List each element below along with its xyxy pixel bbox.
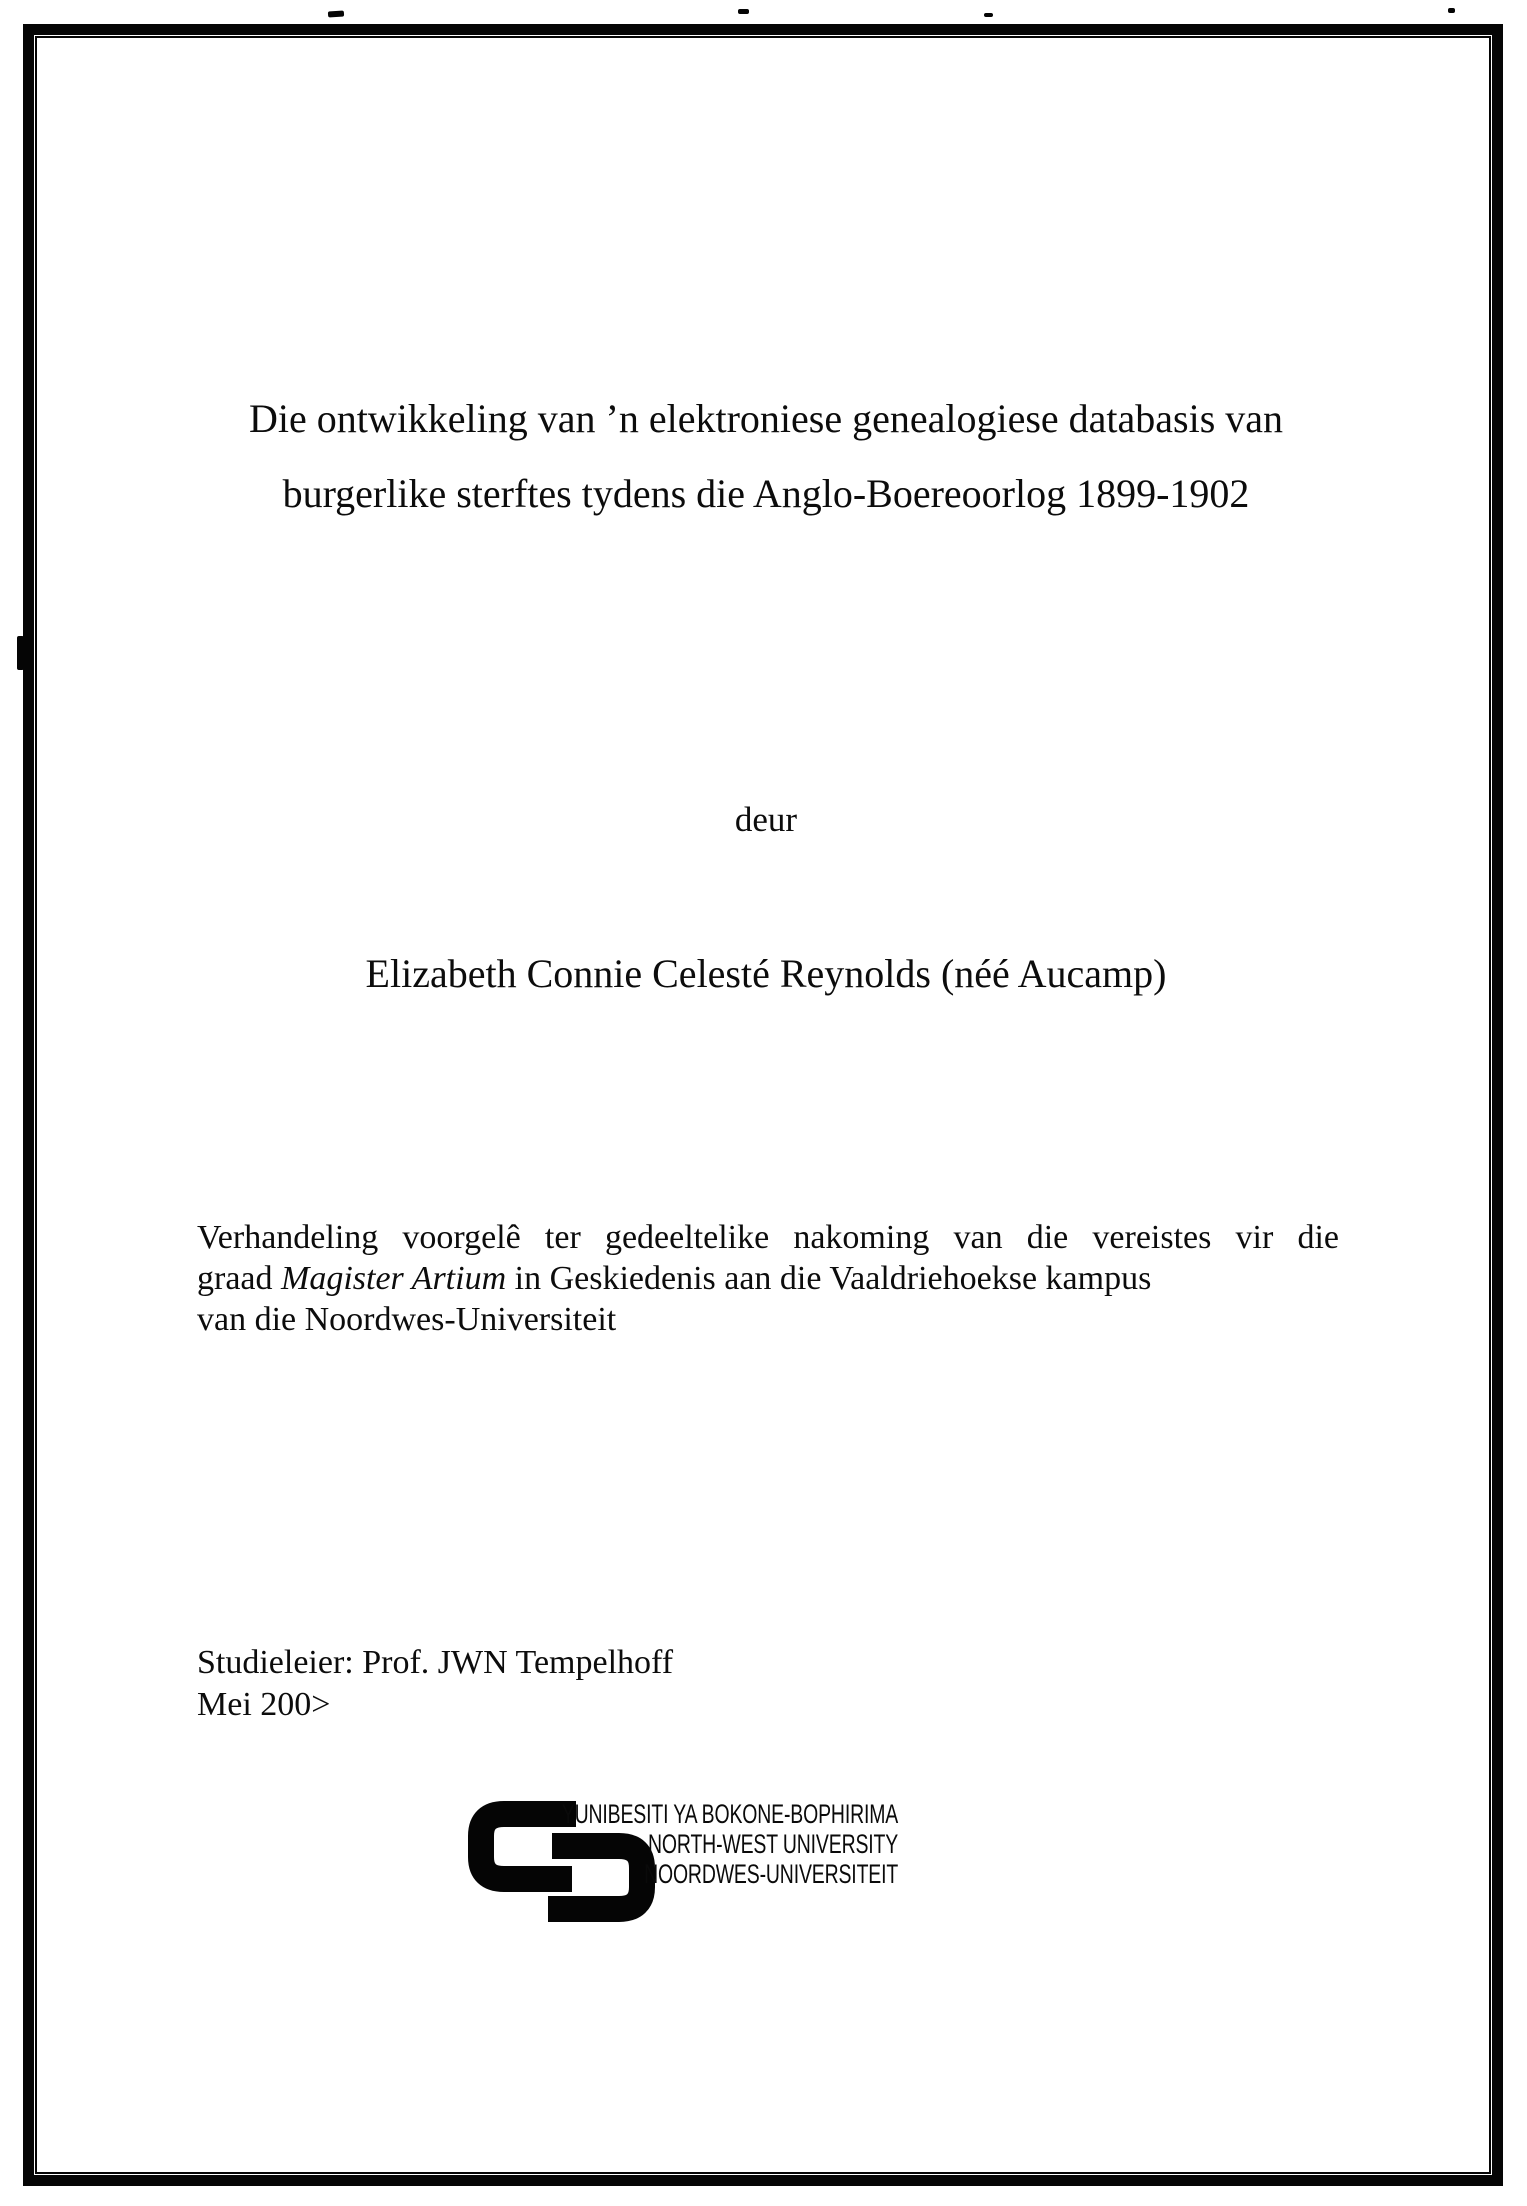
scan-speck <box>738 9 749 14</box>
submission-line-2-suffix: in Geskiedenis aan die Vaaldriehoekse kampus <box>506 1260 1152 1297</box>
byline-label: deur <box>734 800 798 839</box>
submission-line-3: van die Noordwes-Universiteit <box>197 1301 617 1338</box>
submission-line-2 <box>197 1258 1339 1299</box>
credits-block <box>197 1642 673 1726</box>
logo-line-setswana: YUNIBESITI YA BOKONE-BOPHIRIMA <box>561 1799 898 1829</box>
degree-name-italic: Magister Artium <box>281 1260 507 1297</box>
logo-line-afrikaans: NOORDWES-UNIVERSITEIT <box>643 1859 898 1889</box>
scan-speck <box>1448 8 1455 13</box>
supervisor-line: Studieleier: Prof. JWN Tempelhoff <box>197 1644 674 1681</box>
thesis-title-line-1: Die ontwikkeling van ’n elektroniese genealogiese databasis van <box>248 396 1284 441</box>
submission-statement <box>197 1217 1339 1340</box>
thesis-title-line-2: burgerlike sterftes tydens die Anglo-Boereoorlog 1899-1902 <box>282 471 1250 516</box>
logo-line-english: NORTH-WEST UNIVERSITY <box>647 1829 898 1859</box>
university-logo-wordmark <box>562 1799 898 1889</box>
submission-line-1: Verhandeling voorgelê ter gedeeltelike nakoming van die vereistes vir die <box>197 1219 1339 1256</box>
scan-speck <box>328 10 344 17</box>
author-name: Elizabeth Connie Celesté Reynolds (néé Aucamp) <box>365 951 1167 996</box>
submission-line-2-prefix: graad <box>197 1260 282 1297</box>
scan-speck <box>984 13 993 17</box>
date-line: Mei 200> <box>197 1686 331 1723</box>
